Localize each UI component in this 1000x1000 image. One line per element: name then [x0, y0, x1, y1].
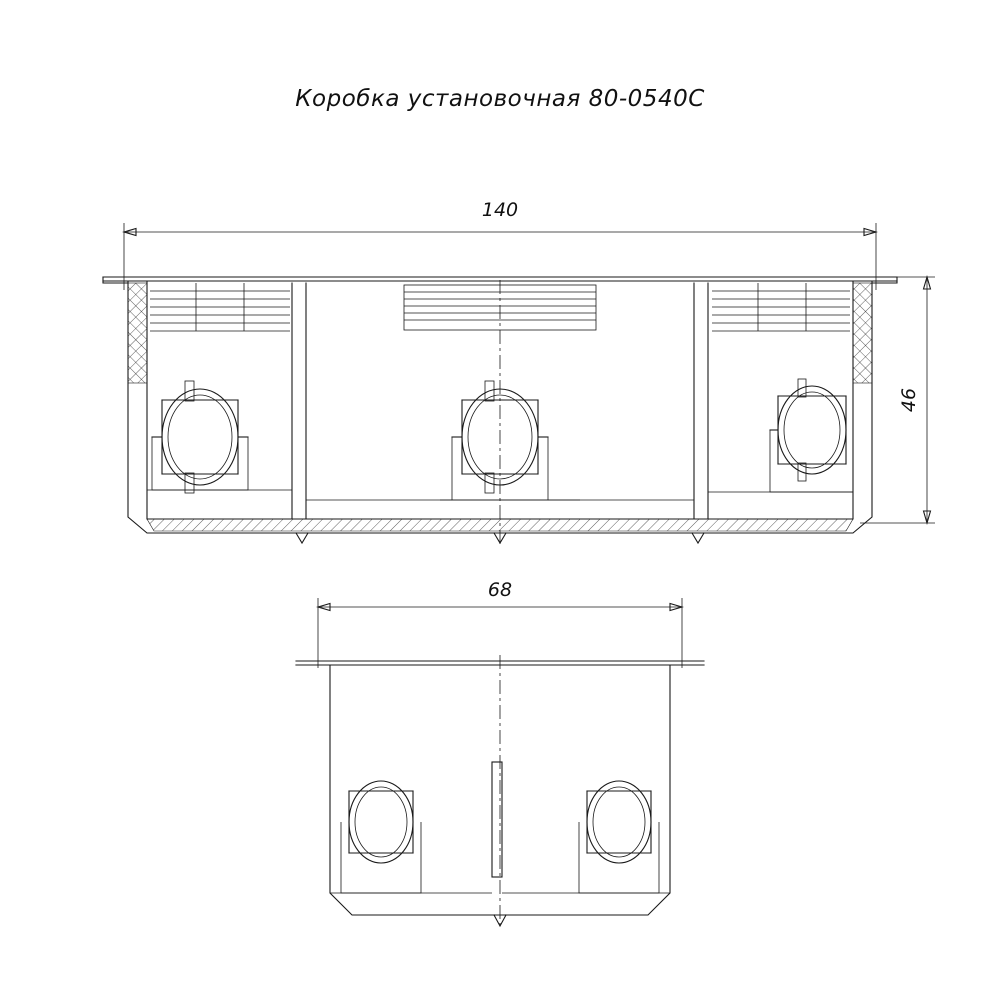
dimension-label-46: 46 [898, 387, 920, 413]
knockout-center [440, 381, 580, 500]
dimension-label-140: 140 [481, 199, 519, 221]
left-ribs [150, 283, 290, 331]
side-view-body [296, 655, 704, 930]
side-knockout-right [502, 781, 670, 893]
side-knockout-left [330, 781, 492, 893]
front-view-body [103, 277, 897, 545]
knockout-right [770, 379, 853, 492]
right-ribs [712, 283, 850, 331]
dimension-label-68: 68 [487, 579, 513, 601]
dimension-140 [124, 223, 876, 290]
knockout-left [152, 381, 248, 493]
drawing-title: Коробка установочная 80-0540С [295, 86, 705, 112]
